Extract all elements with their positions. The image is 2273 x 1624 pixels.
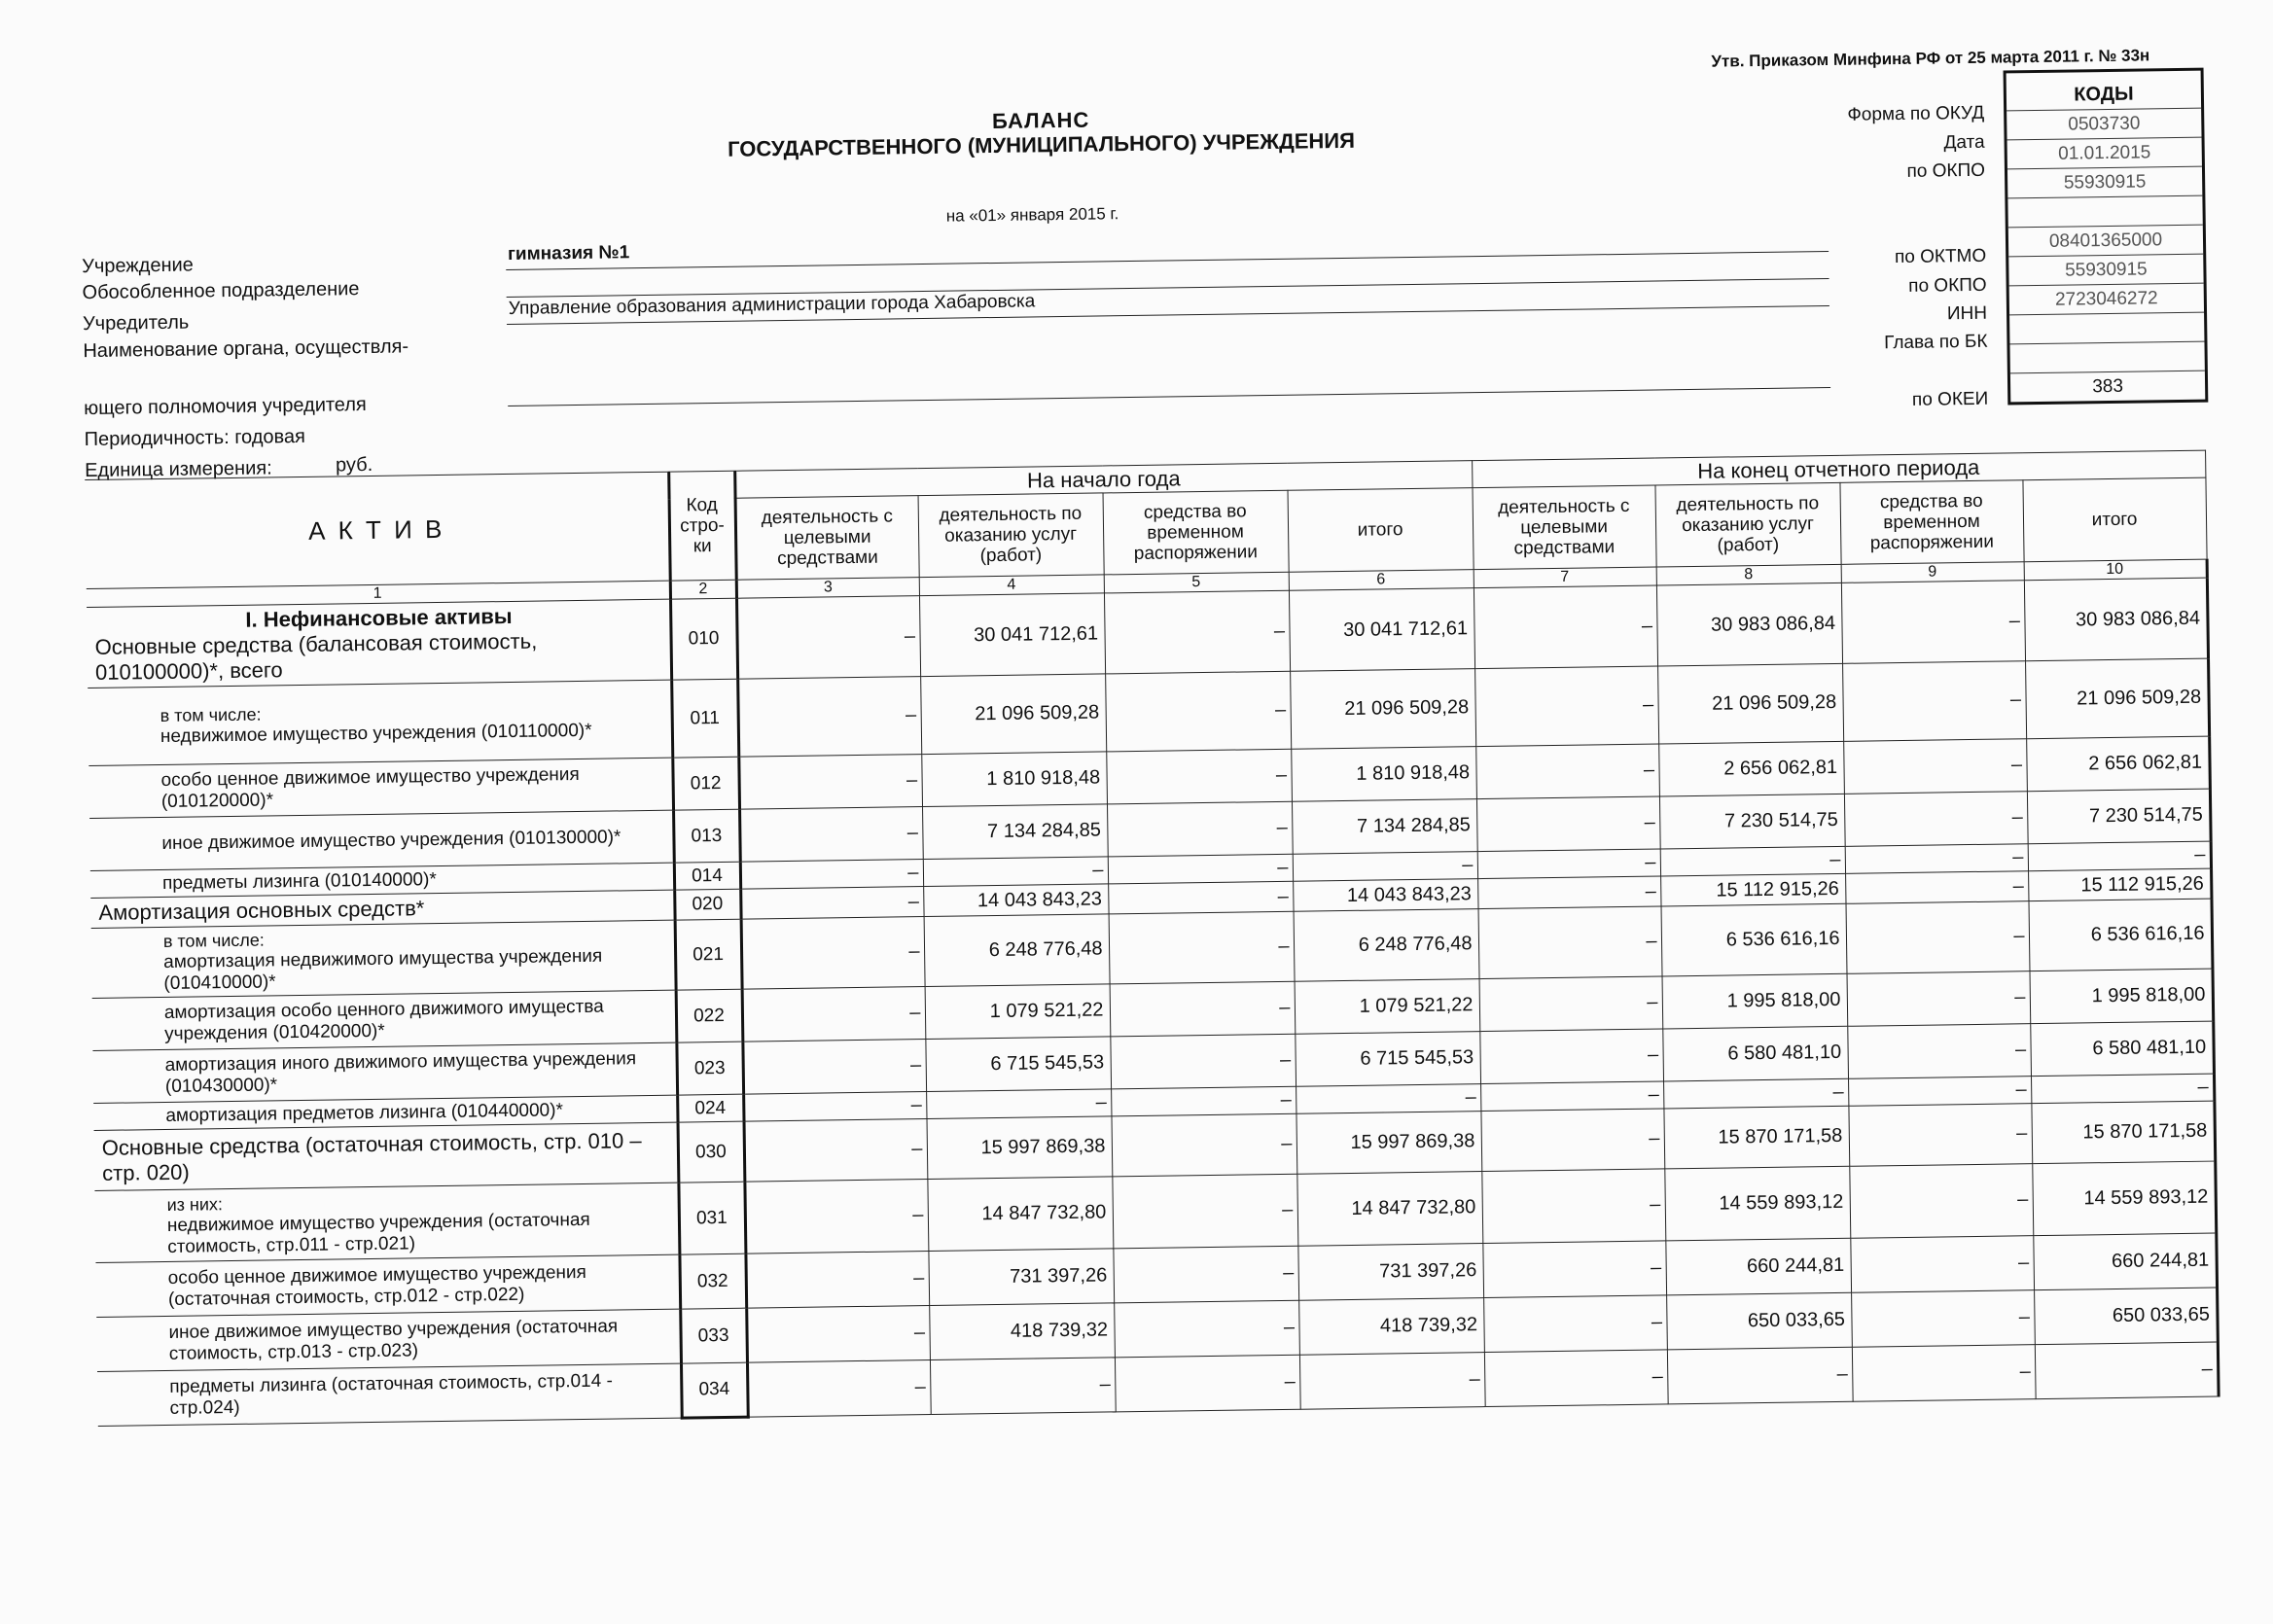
colnum-4: 4 [919, 575, 1104, 596]
cell-col-6: – [1299, 1353, 1485, 1410]
cell-col-5: – [1111, 1113, 1296, 1177]
row-label: амортизация предметов лизинга (010440000)* [165, 1099, 564, 1126]
code-label-okpo: по ОКПО [1906, 159, 1986, 182]
cell-col-7: – [1477, 849, 1660, 879]
cell-col-10: 1 995 818,00 [2030, 969, 2214, 1024]
code-label-oktmo: по ОКТМО [1894, 245, 1987, 268]
row-label: иное движимое имущество учреждения (остаточная стоимость, стр.013 - стр.023) [168, 1315, 619, 1364]
cell-col-4: 731 397,26 [928, 1249, 1114, 1306]
row-name-023 [92, 1042, 677, 1103]
row-code: 020 [674, 889, 740, 920]
cell-col-6: 21 096 509,28 [1290, 669, 1475, 750]
codes-header: КОДЫ [2007, 71, 2202, 112]
cell-col-8: 21 096 509,28 [1657, 663, 1843, 744]
cell-col-10: 6 580 481,10 [2030, 1021, 2214, 1077]
cell-col-3: – [744, 1180, 928, 1254]
cell-col-7: – [1477, 876, 1660, 909]
cell-col-3: – [747, 1360, 931, 1418]
cell-col-9: – [1842, 661, 2026, 742]
cell-col-10: 14 559 893,12 [2032, 1161, 2216, 1236]
cell-col-10: – [2028, 841, 2211, 871]
row-name-034 [97, 1363, 682, 1426]
subcol-end-targeted: деятельность с целевыми средствами [1473, 485, 1656, 570]
row-code: 034 [681, 1362, 748, 1418]
cell-col-8: 6 580 481,10 [1662, 1026, 1848, 1081]
row-label: недвижимое имущество учреждения (остаточная стоимость, стр.011 - стр.021) [166, 1209, 590, 1257]
cell-col-7: – [1482, 1241, 1666, 1298]
cell-col-7: – [1481, 1169, 1665, 1244]
row-name-022 [92, 990, 677, 1050]
subcol-end-total: итого [2022, 477, 2206, 562]
colnum-2: 2 [670, 580, 736, 599]
row-label: особо ценное движимое имущество учреждения (010120000)* [160, 763, 580, 812]
cell-col-3: – [742, 987, 926, 1042]
row-code: 022 [676, 989, 743, 1042]
cell-col-9: – [1844, 792, 2028, 847]
row-name-013 [89, 810, 674, 870]
cell-col-8: 15 112 915,26 [1660, 873, 1845, 906]
cell-col-4: – [923, 857, 1108, 887]
colnum-3: 3 [736, 578, 919, 599]
subdivision-line [507, 278, 1829, 298]
cell-col-5: – [1112, 1174, 1297, 1249]
label-founder: Учредитель [82, 311, 190, 335]
row-code: 014 [674, 862, 740, 890]
code-empty-1 [2007, 196, 2202, 229]
cell-col-10: – [2031, 1074, 2214, 1104]
code-label-okei: по ОКЕИ [1911, 388, 1989, 410]
cell-col-4: 418 739,32 [929, 1303, 1115, 1360]
group-start-header: На начало года [734, 461, 1472, 499]
row-name-030 [94, 1122, 679, 1190]
cell-col-10: 21 096 509,28 [2025, 658, 2209, 739]
row-subheading: из них: [166, 1193, 224, 1215]
subcol-end-temporary: средства во временном распоряжении [1839, 480, 2023, 565]
row-label: Основные средства (балансовая стоимость, 010100000)*, всего [94, 628, 538, 685]
cell-col-3: – [741, 917, 925, 990]
label-subdivision: Обособленное подразделение [82, 278, 360, 304]
cell-col-4: 6 248 776,48 [924, 914, 1110, 987]
section-title: I. Нефинансовые активы [245, 603, 513, 632]
row-code: 013 [673, 809, 740, 863]
code-inn: 2723046272 [2009, 284, 2204, 316]
cell-col-3: – [745, 1252, 929, 1309]
cell-col-7: – [1483, 1295, 1667, 1353]
cell-col-4: 1 810 918,48 [921, 752, 1107, 807]
subcol-start-temporary: средства во временном распоряжении [1103, 490, 1289, 575]
cell-col-9: – [1843, 739, 2027, 794]
cell-col-7: – [1484, 1350, 1668, 1407]
cell-col-5: – [1108, 854, 1293, 884]
label-organ-line1: Наименование органа, осуществля- [83, 335, 409, 363]
cell-col-7: – [1480, 1081, 1663, 1112]
cell-col-10: 15 870 171,58 [2031, 1101, 2215, 1164]
cell-col-5: – [1104, 590, 1290, 674]
cell-col-9: – [1848, 1104, 2032, 1167]
cell-col-7: – [1474, 666, 1658, 747]
row-code: 030 [678, 1121, 745, 1183]
row-name-011 [88, 680, 672, 765]
cell-col-6: 6 248 776,48 [1294, 909, 1479, 982]
cell-col-6: 15 997 869,38 [1296, 1112, 1481, 1175]
cell-col-5: – [1106, 749, 1292, 804]
cell-col-8: – [1663, 1078, 1848, 1109]
cell-col-10: 2 656 062,81 [2026, 736, 2210, 792]
row-label: амортизация особо ценного движимого имущества учреждения (010420000)* [163, 996, 604, 1044]
code-label-inn: ИНН [1946, 302, 1988, 325]
cell-col-9: – [1846, 901, 2030, 974]
cell-col-4: – [926, 1089, 1111, 1119]
cell-col-9: – [1850, 1236, 2034, 1293]
cell-col-5: – [1111, 1086, 1296, 1116]
subcol-start-total: итого [1288, 488, 1474, 573]
cell-col-6: 14 847 732,80 [1296, 1172, 1482, 1247]
subcol-start-services: деятельность по оказанию услуг (работ) [918, 493, 1104, 578]
cell-col-8: 1 995 818,00 [1662, 973, 1848, 1029]
cell-col-3: – [742, 1040, 926, 1095]
cell-col-10: 6 536 616,16 [2028, 899, 2212, 971]
cell-col-8: 660 244,81 [1665, 1238, 1851, 1295]
row-label: особо ценное движимое имущество учреждения (остаточная стоимость, стр.012 - стр.022) [167, 1261, 586, 1310]
group-end-header: На конец отчетного периода [1472, 450, 2205, 488]
cell-col-8: 14 559 893,12 [1664, 1166, 1850, 1241]
cell-col-7: – [1474, 585, 1657, 669]
row-label: амортизация иного движимого имущества учреждения (010430000)* [164, 1047, 637, 1097]
cell-col-4: 14 847 732,80 [927, 1177, 1113, 1252]
col-asset-header: А К Т И В [85, 472, 670, 588]
row-name-033 [96, 1309, 681, 1371]
cell-col-5: – [1105, 671, 1291, 752]
code-label-okud: Форма по ОКУД [1847, 102, 1985, 125]
cell-col-5: – [1109, 911, 1295, 984]
colnum-1: 1 [87, 581, 670, 607]
colnum-9: 9 [1841, 562, 2024, 583]
cell-col-4: 1 079 521,22 [925, 984, 1111, 1040]
subcol-end-services: деятельность по оказанию услуг (работ) [1654, 482, 1840, 567]
code-oktmo: 08401365000 [2008, 226, 2203, 258]
row-label: амортизация недвижимого имущества учреждения (010410000)* [163, 945, 603, 994]
cell-col-6: 418 739,32 [1298, 1298, 1484, 1356]
cell-col-4: – [930, 1358, 1116, 1415]
cell-col-3: – [736, 596, 920, 680]
cell-col-9: – [1852, 1345, 2036, 1402]
cell-col-10: 650 033,65 [2034, 1288, 2218, 1345]
institution-line [506, 251, 1829, 270]
document-title: БАЛАНС [991, 107, 1090, 133]
row-code: 010 [670, 598, 737, 680]
row-name-010 [87, 599, 671, 688]
cell-col-10: 660 244,81 [2033, 1233, 2217, 1290]
code-bk [2009, 313, 2204, 345]
label-institution: Учреждение [82, 254, 194, 278]
row-code: 012 [672, 757, 739, 810]
code-okpo-2: 55930915 [2008, 255, 2203, 287]
cell-col-8: – [1667, 1347, 1853, 1404]
cell-col-7: – [1480, 1109, 1664, 1172]
cell-col-9: – [1848, 1077, 2031, 1107]
founder-value: Управление образования администрации города Хабаровска [508, 291, 1036, 319]
cell-col-7: – [1478, 906, 1662, 979]
code-okpo: 55930915 [2007, 167, 2202, 199]
colnum-6: 6 [1289, 570, 1474, 591]
cell-col-7: – [1475, 744, 1659, 799]
row-code: 033 [680, 1308, 747, 1363]
row-code: 021 [675, 919, 742, 990]
cell-col-7: – [1476, 796, 1660, 852]
cell-col-9: – [1841, 581, 2025, 664]
cell-col-7: – [1479, 976, 1663, 1032]
row-name-012 [89, 758, 673, 818]
institution-value: гимназия №1 [507, 242, 630, 265]
cell-col-9: – [1851, 1290, 2035, 1348]
cell-col-6: 7 134 284,85 [1292, 799, 1477, 855]
col-code-header: Код стро-ки [668, 471, 736, 581]
cell-col-3: – [744, 1119, 928, 1183]
cell-col-3: – [740, 860, 923, 890]
row-code: 011 [671, 679, 738, 758]
row-code: 032 [679, 1253, 746, 1309]
cell-col-3: – [738, 755, 922, 810]
row-label: недвижимое имущество учреждения (010110000)* [160, 720, 592, 747]
cell-col-6: 14 043 843,23 [1293, 879, 1477, 912]
row-code: 023 [676, 1041, 743, 1095]
row-label: Амортизация основных средств* [98, 896, 425, 925]
cell-col-10: 7 230 514,75 [2027, 789, 2211, 844]
label-periodicity: Периодичность: годовая [84, 425, 306, 451]
cell-col-5: – [1110, 1034, 1296, 1089]
document-subtitle: ГОСУДАРСТВЕННОГО (МУНИЦИПАЛЬНОГО) УЧРЕЖДЕНИЯ [727, 127, 1356, 161]
code-okud: 0503730 [2007, 109, 2201, 141]
cell-col-9: – [1847, 1024, 2031, 1079]
cell-col-9: – [1849, 1164, 2033, 1239]
organ-line [508, 387, 1830, 406]
cell-col-6: 731 397,26 [1297, 1244, 1483, 1301]
code-label-date: Дата [1943, 131, 1985, 154]
code-okei: 383 [2092, 375, 2124, 398]
cell-col-7: – [1479, 1029, 1663, 1084]
cell-col-3: – [737, 677, 921, 758]
colnum-10: 10 [2024, 559, 2207, 581]
row-label: иное движимое имущество учреждения (010130000)* [161, 826, 622, 854]
balance-table [85, 450, 2220, 1428]
cell-col-6: 6 715 545,53 [1295, 1032, 1480, 1087]
cell-col-9: – [1845, 844, 2028, 874]
row-code: 031 [678, 1182, 745, 1254]
cell-col-5: – [1107, 801, 1293, 857]
order-note: Утв. Приказом Минфина РФ от 25 марта 2011 г. № 33н [1711, 46, 2150, 71]
subcol-start-targeted: деятельность с целевыми средствами [735, 496, 919, 581]
cell-col-4: 30 041 712,61 [919, 593, 1105, 677]
cell-col-5: – [1115, 1355, 1300, 1412]
cell-col-3: – [739, 807, 923, 863]
cell-col-4: 15 997 869,38 [926, 1116, 1112, 1180]
colnum-8: 8 [1656, 564, 1841, 585]
unit-value: руб. [335, 453, 373, 477]
cell-col-3: – [743, 1092, 926, 1122]
colnum-5: 5 [1104, 572, 1289, 593]
cell-col-9: – [1845, 871, 2028, 904]
cell-col-9: – [1847, 971, 2031, 1027]
row-code: 024 [677, 1094, 743, 1122]
cell-col-4: 21 096 509,28 [920, 674, 1106, 755]
row-subheading: в том числе: [160, 704, 262, 725]
cell-col-4: 7 134 284,85 [922, 804, 1108, 860]
cell-col-6: 1 810 918,48 [1291, 747, 1476, 802]
cell-col-5: – [1114, 1300, 1299, 1358]
label-unit: Единица измерения: [84, 457, 272, 482]
label-organ-line2: ющего полномочия учредителя [84, 394, 367, 420]
row-label: предметы лизинга (остаточная стоимость, стр.014 - стр.024) [169, 1370, 613, 1419]
cell-col-5: – [1113, 1246, 1298, 1303]
cell-col-8: 15 870 171,58 [1663, 1106, 1849, 1169]
table-body [87, 578, 2219, 1426]
code-label-bk: Глава по БК [1884, 331, 1988, 354]
cell-col-8: 30 983 086,84 [1656, 583, 1842, 666]
row-name-032 [95, 1254, 680, 1317]
cell-col-10: 30 983 086,84 [2024, 578, 2208, 661]
row-label: предметы лизинга (010140000)* [161, 868, 437, 894]
cell-col-8: 6 536 616,16 [1661, 903, 1847, 976]
report-date: на «01» января 2015 г. [945, 204, 1119, 226]
cell-col-6: 30 041 712,61 [1289, 588, 1474, 672]
row-name-031 [94, 1183, 679, 1262]
cell-col-3: – [746, 1306, 930, 1363]
row-name-021 [91, 920, 676, 998]
cell-col-8: 2 656 062,81 [1658, 741, 1844, 796]
cell-col-3: – [740, 887, 923, 920]
colnum-7: 7 [1474, 567, 1656, 588]
row-subheading: в том числе: [162, 930, 265, 951]
cell-col-5: – [1110, 981, 1296, 1037]
cell-col-10: 15 112 915,26 [2028, 868, 2211, 901]
codes-box [2004, 68, 2209, 406]
code-date: 01.01.2015 [2007, 138, 2202, 170]
cell-col-5: – [1108, 881, 1293, 914]
cell-col-8: 7 230 514,75 [1659, 794, 1845, 849]
code-empty-2 [2009, 342, 2204, 374]
cell-col-10: – [2035, 1342, 2219, 1399]
cell-col-4: 14 043 843,23 [923, 884, 1108, 917]
cell-col-4: 6 715 545,53 [925, 1037, 1111, 1092]
row-label: Основные средства (остаточная стоимость, стр. 010 – стр. 020) [101, 1127, 642, 1185]
code-label-okpo-2: по ОКПО [1908, 274, 1987, 297]
cell-col-8: – [1660, 846, 1845, 876]
cell-col-6: – [1296, 1084, 1480, 1114]
cell-col-6: – [1293, 852, 1477, 882]
cell-col-8: 650 033,65 [1666, 1292, 1852, 1350]
cell-col-6: 1 079 521,22 [1295, 979, 1480, 1035]
